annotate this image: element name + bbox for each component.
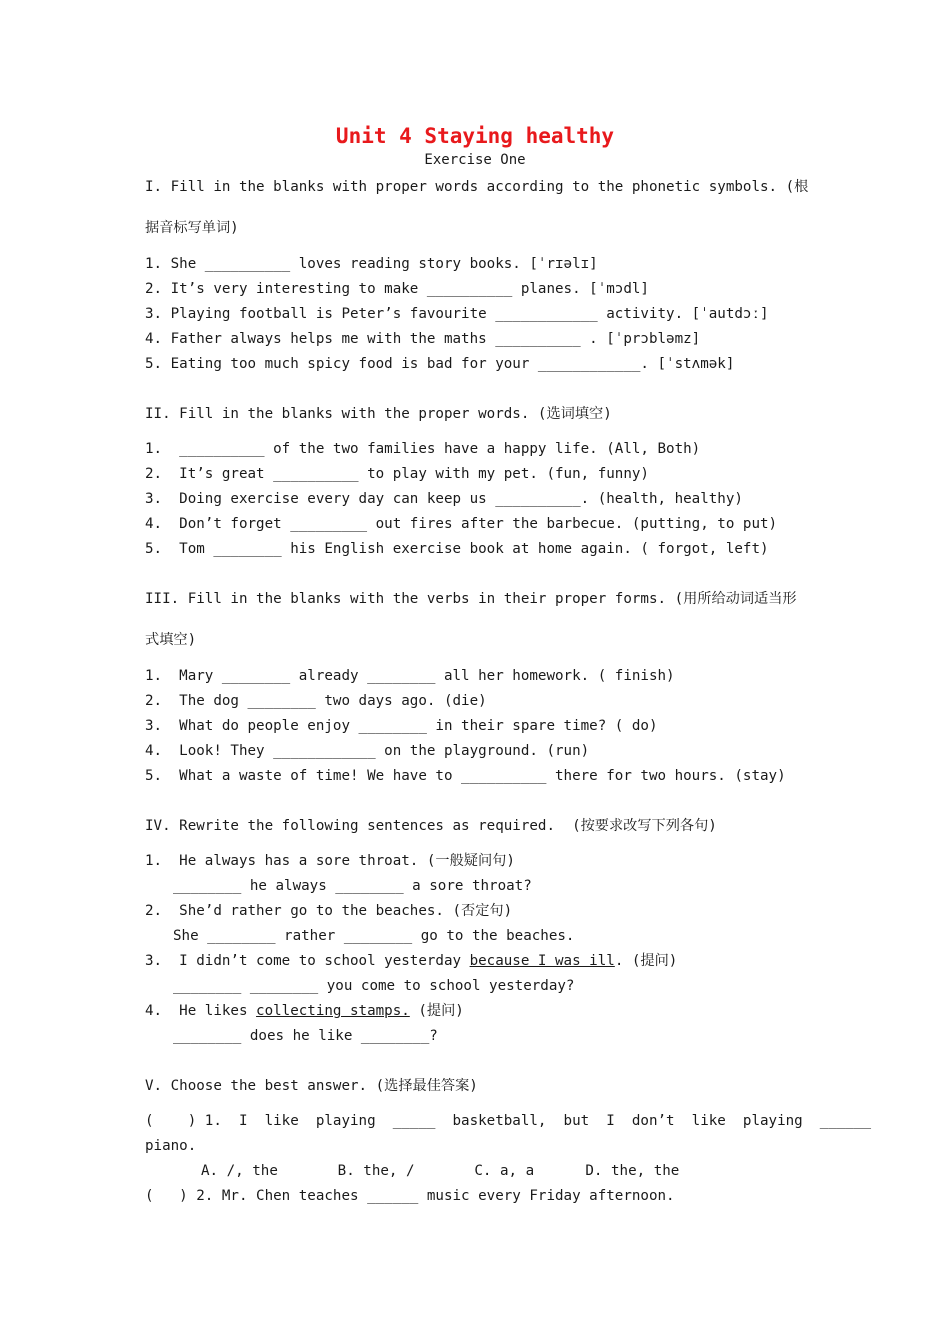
- section-1-item: 5. Eating too much spicy food is bad for your ____________. [ˈstʌmək]: [145, 356, 735, 372]
- section-3-heading: III. Fill in the blanks with the verbs in their proper forms. (用所给动词适当形: [145, 591, 797, 607]
- question-instruction: . (提问): [614, 953, 678, 969]
- section-5-question: ( ) 2. Mr. Chen teaches ______ music every Friday afternoon.: [145, 1188, 675, 1204]
- underlined-phrase: collecting stamps.: [256, 1003, 410, 1019]
- section-2-item: 5. Tom ________ his English exercise book at home again. ( forgot, left): [145, 541, 769, 557]
- section-4-question: [145, 1002, 464, 1020]
- section-5-heading: V. Choose the best answer. (选择最佳答案): [145, 1078, 478, 1094]
- section-1-item: 2. It’s very interesting to make __________ planes. [ˈmɔdl]: [145, 281, 649, 297]
- section-5-question: ( ) 1. I like playing _____ basketball, but I don’t like playing ______: [145, 1113, 872, 1129]
- section-3-item: 2. The dog ________ two days ago. (die): [145, 693, 487, 709]
- section-1-heading-cont: 据音标写单词): [145, 220, 239, 236]
- section-2-item: 3. Doing exercise every day can keep us __________. (health, healthy): [145, 491, 743, 507]
- question-instruction: (提问): [409, 1003, 464, 1019]
- section-4-question: [145, 952, 677, 970]
- question-text: 4. He likes: [145, 1003, 257, 1019]
- section-3-item: 5. What a waste of time! We have to __________ there for two hours. (stay): [145, 768, 786, 784]
- section-5-question-cont: piano.: [145, 1138, 197, 1154]
- section-1-heading: I. Fill in the blanks with proper words according to the phonetic symbols. (根: [145, 179, 809, 195]
- section-3-heading-cont: 式填空): [145, 632, 197, 648]
- section-2-heading: II. Fill in the blanks with the proper words. (选词填空): [145, 406, 612, 422]
- page-title: Unit 4 Staying healthy: [335, 124, 615, 148]
- section-3-item: 1. Mary ________ already ________ all her homework. ( finish): [145, 668, 675, 684]
- page-subtitle: Exercise One: [424, 152, 526, 168]
- section-2-item: 2. It’s great __________ to play with my pet. (fun, funny): [145, 466, 649, 482]
- section-3-item: 3. What do people enjoy ________ in their spare time? ( do): [145, 718, 658, 734]
- underlined-phrase: because I was ill: [469, 953, 615, 969]
- section-2-item: 4. Don’t forget _________ out fires after the barbecue. (putting, to put): [145, 516, 778, 532]
- section-4-question: 1. He always has a sore throat. (一般疑问句): [145, 853, 515, 869]
- section-4-answer-line: ________ he always ________ a sore throat?: [173, 878, 532, 894]
- section-4-question: 2. She’d rather go to the beaches. (否定句): [145, 903, 513, 919]
- section-1-item: 3. Playing football is Peter’s favourite ____________ activity. [ˈautdɔː]: [145, 306, 769, 322]
- question-text: 3. I didn’t come to school yesterday: [145, 953, 470, 969]
- section-1-item: 4. Father always helps me with the maths __________ . [ˈprɔbləmz]: [145, 331, 701, 347]
- section-5-options: A. /, the B. the, / C. a, a D. the, the: [201, 1163, 680, 1179]
- section-4-answer-line: ________ ________ you come to school yesterday?: [173, 978, 575, 994]
- section-4-answer-line: ________ does he like ________?: [173, 1028, 438, 1044]
- section-2-item: 1. __________ of the two families have a happy life. (All, Both): [145, 441, 701, 457]
- section-1-item: 1. She __________ loves reading story books. [ˈrɪəlɪ]: [145, 256, 598, 272]
- section-3-item: 4. Look! They ____________ on the playground. (run): [145, 743, 590, 759]
- section-4-answer-line: She ________ rather ________ go to the beaches.: [173, 928, 575, 944]
- section-4-heading: IV. Rewrite the following sentences as required. (按要求改写下列各句): [145, 818, 717, 834]
